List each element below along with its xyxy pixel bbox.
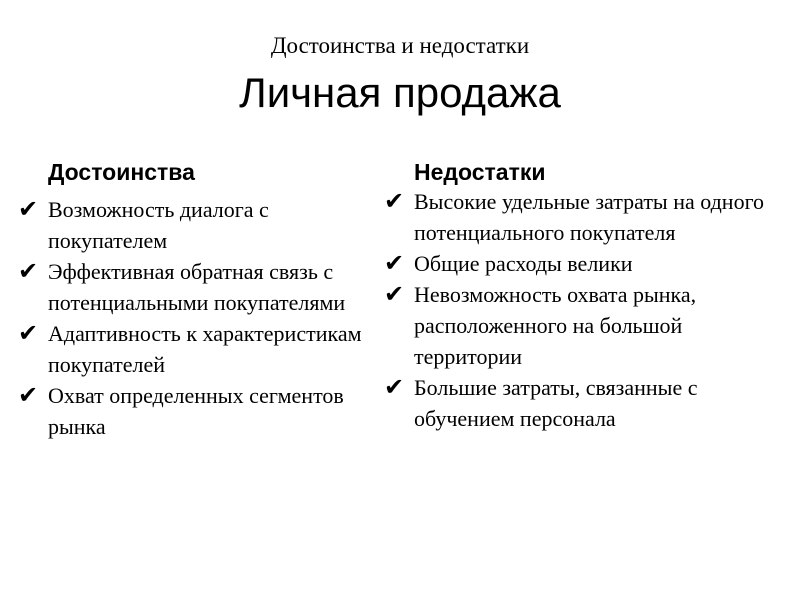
list-item [18,194,390,256]
disadvantages-list [384,186,784,434]
list-item [18,380,390,442]
list-item [384,186,784,248]
list-item-text: Большие затраты, связанные с обучением персонала [414,375,698,431]
checkmark-icon: ✔ [18,381,39,409]
advantages-list [18,194,390,442]
list-item [384,279,784,372]
checkmark-icon: ✔ [18,319,39,347]
checkmark-icon: ✔ [384,280,405,308]
disadvantages-heading: Недостатки [414,159,546,185]
list-item [384,372,784,434]
checkmark-icon: ✔ [18,195,39,223]
slide-subtitle: Достоинства и недостатки [270,33,530,58]
list-item-text: Эффективная обратная связь с потенциальными покупателями [48,259,346,315]
checkmark-icon: ✔ [384,249,405,277]
list-item [18,318,390,380]
checkmark-icon: ✔ [384,373,405,401]
list-item-text: Высокие удельные затраты на одного потенциального покупателя [414,189,765,245]
checkmark-icon: ✔ [18,257,39,285]
list-item-text: Охват определенных сегментов рынка [48,383,344,439]
list-item-text: Адаптивность к характеристикам покупателей [48,321,362,377]
list-item-text: Возможность диалога с покупателем [48,197,269,253]
list-item [18,256,390,318]
advantages-heading: Достоинства [48,159,195,185]
checkmark-icon: ✔ [384,187,405,215]
list-item [384,248,784,279]
list-item-text: Общие расходы велики [414,251,633,276]
slide-title: Личная продажа [239,69,561,116]
list-item-text: Невозможность охвата рынка, расположенного на большой территории [414,282,697,369]
